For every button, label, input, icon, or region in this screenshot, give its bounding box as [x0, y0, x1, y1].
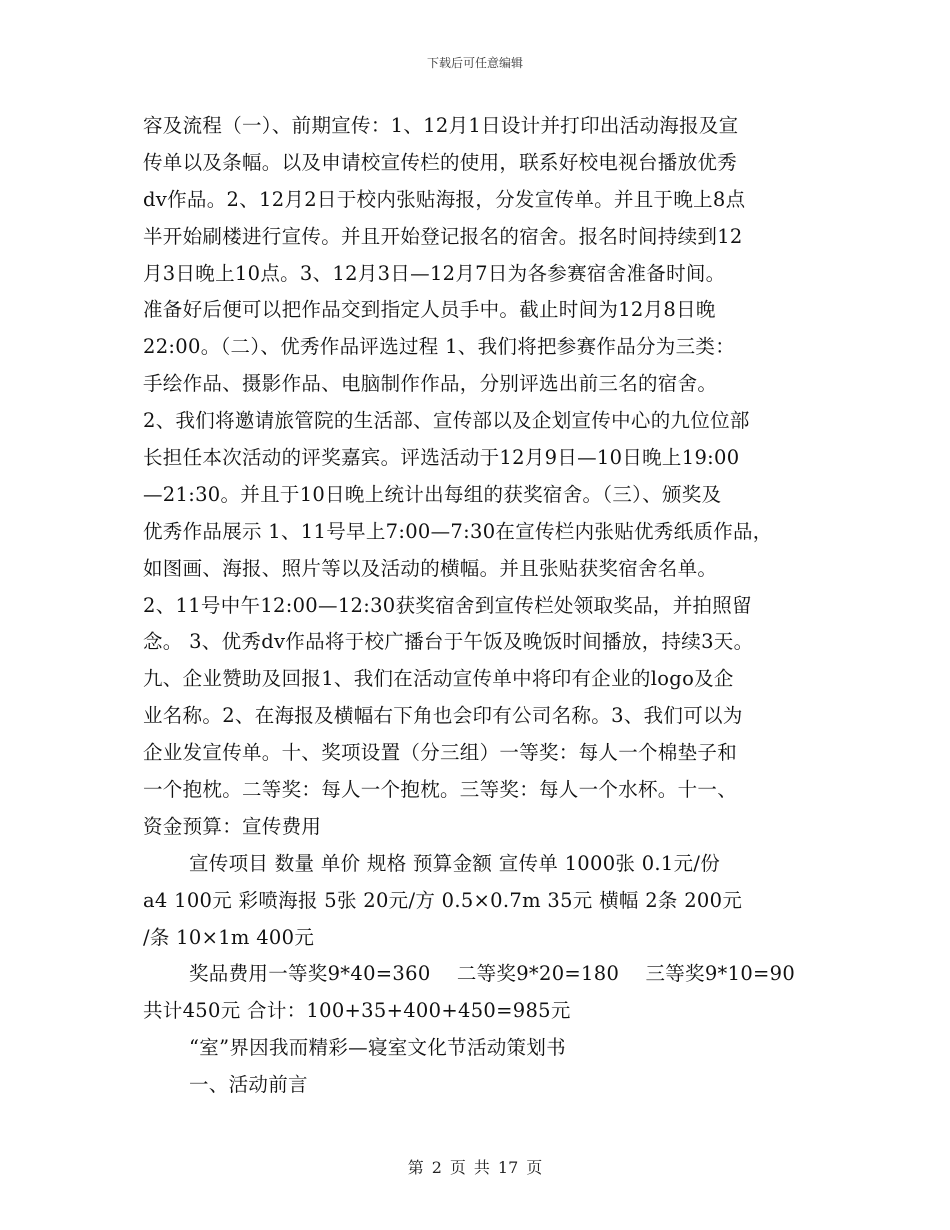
- footer-page-word: 页: [449, 1158, 466, 1177]
- section-heading: 一、活动前言: [189, 1073, 308, 1097]
- body-line: 优秀作品展示 1、11号早上7:00—7:30在宣传栏内张贴优秀纸质作品，: [143, 519, 773, 543]
- body-line: 2、11号中午12:00—12:30获奖宿舍到宣传栏处领取奖品，并拍照留: [143, 593, 752, 617]
- budget-line: /条 10×1m 400元: [143, 925, 315, 949]
- document-body: [143, 108, 823, 1104]
- document-title: “室”界因我而精彩—寝室文化节活动策划书: [189, 1036, 566, 1060]
- prize-line: 奖品费用一等奖9*40=360 二等奖9*20=180 三等奖9*10=90: [189, 962, 796, 986]
- body-line: 如图画、海报、照片等以及活动的横幅。并且张贴获奖宿舍名单。: [143, 556, 718, 580]
- body-line: 资金预算：宣传费用: [143, 814, 322, 838]
- body-line: 企业发宣传单。十、奖项设置（分三组）一等奖：每人一个棉垫子和: [143, 741, 738, 765]
- body-line: 九、企业赞助及回报1、我们在活动宣传单中将印有企业的logo及企: [143, 667, 734, 691]
- prize-line: 共计450元 合计：100+35+400+450=985元: [143, 999, 571, 1023]
- body-line: 手绘作品、摄影作品、电脑制作作品，分别评选出前三名的宿舍。: [143, 372, 718, 396]
- body-line: 半开始刷楼进行宣传。并且开始登记报名的宿舍。报名时间持续到12: [143, 224, 743, 248]
- body-line: 月3日晚上10点。3、12月3日—12月7日为各参赛宿舍准备时间。: [143, 261, 726, 285]
- budget-line: a4 100元 彩喷海报 5张 20元/方 0.5×0.7m 35元 横幅 2条 200元: [143, 888, 743, 912]
- budget-line: 宣传项目 数量 单价 规格 预算金额 宣传单 1000张 0.1元/份: [189, 851, 721, 875]
- page-header: 下载后可任意编辑: [426, 56, 523, 70]
- page-number: 2: [431, 1158, 442, 1177]
- body-line: 传单以及条幅。以及申请校宣传栏的使用，联系好校电视台播放优秀: [143, 150, 738, 174]
- footer-total-word: 共: [473, 1158, 490, 1177]
- body-line: 念。 3、优秀dv作品将于校广播台于午饭及晚饭时间播放，持续3天。: [143, 630, 754, 654]
- body-line: 22:00。（二）、优秀作品评选过程 1、我们将把参赛作品分为三类：: [143, 335, 736, 359]
- body-line: —21:30。并且于10日晚上统计出每组的获奖宿舍。（三）、颁奖及: [143, 482, 722, 506]
- body-line: 一个抱枕。二等奖：每人一个抱枕。三等奖：每人一个水杯。十一、: [143, 778, 738, 802]
- body-line: 容及流程（一）、前期宣传：1、12月1日设计并打印出活动海报及宣: [143, 114, 739, 137]
- total-pages: 17: [497, 1158, 519, 1177]
- body-line: 业名称。2、在海报及横幅右下角也会印有公司名称。3、我们可以为: [143, 704, 743, 728]
- body-line: 准备好后便可以把作品交到指定人员手中。截止时间为12月8日晚: [143, 298, 716, 322]
- footer-prefix: 第: [407, 1158, 424, 1177]
- body-line: 2、我们将邀请旅管院的生活部、宣传部以及企划宣传中心的九位位部: [143, 409, 750, 433]
- page-footer: [0, 1155, 950, 1178]
- body-line: 长担任本次活动的评奖嘉宾。评选活动于12月9日—10日晚上19:00: [143, 446, 740, 470]
- body-line: dv作品。2、12月2日于校内张贴海报，分发宣传单。并且于晚上8点: [143, 187, 746, 211]
- footer-suffix: 页: [526, 1158, 543, 1177]
